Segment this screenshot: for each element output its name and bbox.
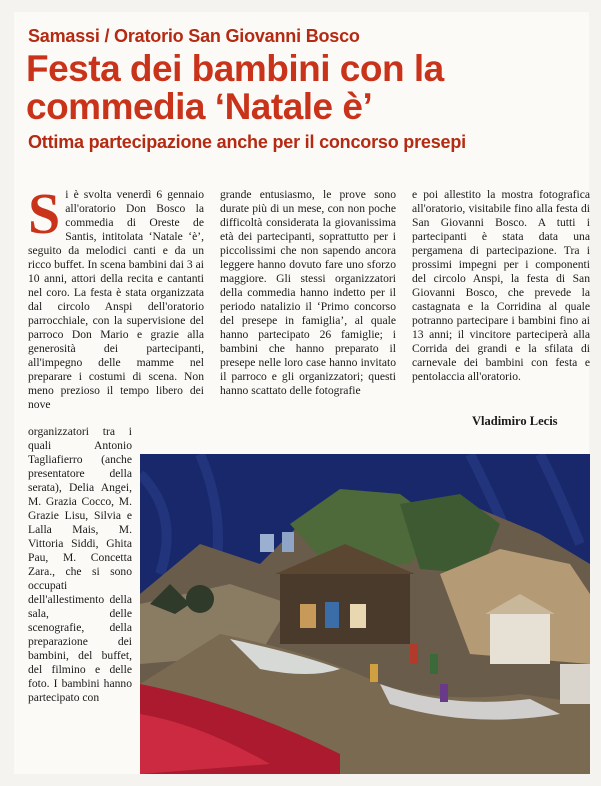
nativity-scene-photo	[140, 454, 590, 774]
column-1	[28, 181, 204, 412]
author-byline: Vladimiro Lecis	[472, 414, 558, 428]
column-1-text: i è svolta venerdì 6 gennaio all'oratorio Don Bosco la commedia di Oreste de Santis, intitolata ‘Natale ‘è’, seguito da melodici canti e da un ricco buffet. In scena bambini dai 3 ai 10 anni, attori della recita e cantanti nel coro. La festa è stata organizzata dal circolo Anspi dell'oratorio parrocchiale, con la supervisione del parroco Don Mario e grazie alla generosità dei partecipanti, all'impegno delle mamme nel preparare i costumi di scena. Non meno prezioso il tempo libero dei nove	[28, 188, 204, 411]
column-3-text: e poi allestito la mostra fotografica all'oratorio, visitabile fino alla festa di San Giovanni Bosco. A tutti i partecipanti è stata data una pergamena di partecipazione. Tra i prossimi impegni per i componenti del circolo Anspi, la festa di San Giovanni Bosco, che prevede la castagnata e la Corridina al quale potranno partecipare i bambini fino ai 13 anni; il vincitore parteciperà alla Corrida dei grandi e la sfilata di carnevale dei bambini con festa e pentolaccia all'oratorio.	[412, 188, 590, 383]
kicker: Samassi / Oratorio San Giovanni Bosco	[28, 26, 360, 46]
headline: Festa dei bambini con la commedia ‘Natale è’	[26, 48, 444, 127]
column-2-text: grande entusiasmo, le prove sono durate più di un mese, con non poche difficoltà considerata la giovanissima età dei partecipanti, soprattutto per i piccolissimi che non sapendo ancora leggere hanno dovuto fare uno sforzo maggiore. Gli stessi organizzatori della commedia hanno indetto per il periodo natalizio il ‘Primo concorso del presepe in famiglia’, al quale hanno partecipato 26 famiglie; i bambini che hanno preparato il presepe nelle loro case hanno invitato il parroco e gli organizzatori; questi hanno scattato delle fotografie	[220, 188, 396, 397]
magazine-page	[14, 12, 589, 774]
column-1-narrow-text: organizzatori tra i quali Antonio Tagliafierro (anche presentatore della serata), Delia Angei, M. Grazia Cocco, M. Grazie Lisu, Silvia e Lalla Mais, M. Vittoria Siddi, Ghita Pau, M. Concetta Zara., che si sono occupati dell'allestimento della sala, delle scenografie, della preparazione dei bambini, del buffet, del filmino e delle foto. I bambini hanno partecipato con	[28, 425, 132, 704]
drop-cap: S	[28, 181, 61, 246]
subheadline: Ottima partecipazione anche per il concorso presepi	[28, 132, 466, 152]
